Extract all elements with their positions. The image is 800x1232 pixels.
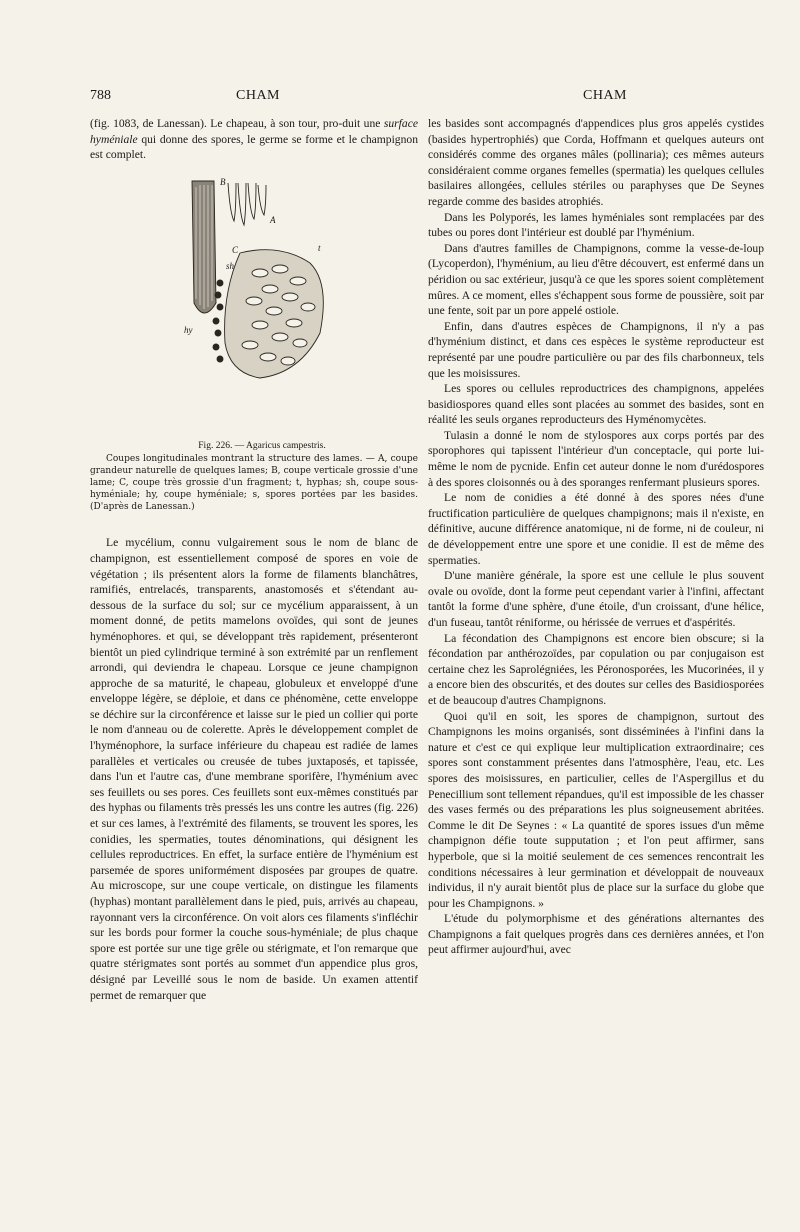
- right-paragraph-5: Les spores ou cellules reproductrices des champignons, appelées basidiospores quand elles sont placées au sommet des basides, sont en réalité les seuls organes reproducteurs des Hyménomycètes.: [428, 382, 764, 427]
- figure-label-sh: sh: [226, 260, 235, 271]
- figure-label-hy: hy: [184, 324, 193, 335]
- right-paragraph-3: Dans d'autres familles de Champignons, comme la vesse-de-loup (Lycoperdon), l'hyménium, au lieu d'être découvert, est enfermé dans un péridion ou sac extérieur, jusqu'à ce que les spores soient complètement mûres. A ce moment, elles s'échappent sous forme de poussière, soit par une fente, soit par un pore appelé ostiole.: [428, 241, 764, 318]
- figure-label-a: A: [270, 214, 276, 225]
- right-paragraph-1: les basides sont accompagnés d'appendices plus gros appelés cystides (basides hypertrophiés) que Corda, Hoffmann et quelques auteurs ont considérés comme des organes mâles (pollinaria); ces mêmes auteurs considéraient comme organes femelles (spermatia) les quelques cellules basilaires allongées, cellules stériles ou paraphyses que De Seynes regarde comme des basides atrophiés.: [428, 117, 764, 208]
- figure-label-c: C: [232, 244, 239, 255]
- right-column: [428, 116, 764, 958]
- figure-label-b: B: [220, 176, 226, 187]
- right-paragraph-8: D'une manière générale, la spore est une cellule le plus souvent ovale ou ovoïde, dont la forme peut cependant varier à l'infini, affectant tantôt la forme d'une sphère, d'une étoile, d'un croissant, d'une hélice, d'un fuseau, tantôt réniforme, ou hérissée de verrues et d'aspérités.: [428, 569, 764, 629]
- right-paragraph-4: Enfin, dans d'autres espèces de Champignons, il n'y a pas d'hyménium distinct, et dans ces espèces le système reproducteur est représenté par une poudre particulière ou par des fils charbonneux, tels que les moisissures.: [428, 319, 764, 380]
- right-paragraph-2: Dans les Polyporés, les lames hyméniales sont remplacées par des tubes ou pores dont l'intérieur est doublé par l'hyménium.: [428, 210, 764, 240]
- figure-226: [90, 169, 418, 439]
- right-paragraph-7: Le nom de conidies a été donné à des spores nées d'une fructification particulière de quelques champignons; mais il n'existe, en définitive, aucune différence anatomique, ni de forme, ni de couleur, ni de développement entre une spore et une conidie. Il est de même des spermaties.: [428, 491, 764, 567]
- running-head-right: CHAM: [583, 88, 628, 103]
- right-paragraph-6: Tulasin a donné le nom de stylospores aux corps portés par des sporophores qui tapissent l'intérieur d'un conceptacle, qui porte lui-même le nom de pycnide. Enfin cet auteur donne le nom d'urédospores à des spores cloisonnés ou à des sporanges renfermant plusieurs spores.: [428, 428, 764, 489]
- page-header: [0, 88, 800, 108]
- figure-legend: Coupes longitudinales montrant la structure des lames. — A, coupe grandeur naturelle de quelques lames; B, coupe verticale grossie d'une lame; C, coupe très grossie d'un fragment; t, hyphas; sh, coupe sous-hyméniale; hy, coupe hyméniale; s, spores portées par les basides. (D'après de Lanessan.): [90, 454, 418, 512]
- intro-paragraph: (fig. 1083, de Lanessan). Le chapeau, à son tour, pro-duit une surface hyméniale qui donne des spores, le germe se forme et le champignon est complet.: [90, 117, 418, 162]
- left-column: [90, 116, 418, 1003]
- right-paragraph-10: Quoi qu'il en soit, les spores de champignon, surtout des Champignons les moins organisés, sont disséminées à l'infini dans la nature et c'est ce qui explique leur multiplication extraordinaire; ces spores sont constamment présentes dans l'atmosphère, l'eau, etc. Les spores des moisissures, en particulier, celles de l'Aspergillus et du Penecillium sont tellement répandues, qu'il est impossible de les chasser des vases fermés ou des préparations les plus soigneusement abritées. Comme le dit De Seynes : « La quantité de spores issues d'un même champignon défie toute supputation ; et l'on peut affirmer, sans hyperbole, que si la moitié seulement de ces semences rencontrait les conditions nécessaires à leur germination et développait de nouveaux individus, il n'y aurait bientôt plus de place sur la surface du globe que pour les Champignons. »: [428, 709, 764, 910]
- figure-label-t: t: [318, 242, 321, 253]
- running-head-left: CHAM: [236, 88, 281, 103]
- mushroom-gill-section-illustration: [170, 173, 340, 385]
- page-number: 788: [90, 88, 111, 103]
- right-paragraph-11: L'étude du polymorphisme et des générations alternantes des Champignons a fait quelques progrès dans ces dernières années, et l'on peut affirmer aujourd'hui, avec: [428, 912, 764, 957]
- mycelium-paragraph: Le mycélium, connu vulgairement sous le nom de blanc de champignon, est essentiellement composé de spores en voie de végétation ; ils présentent alors la forme de filaments blanchâtres, ramifiés, entrelacés, transparents, anastomosés et s'étendant au-dessous de la surface du sol; sur ce mycélium apparaissent, à un moment donné, de petits mamelons ovoïdes, qui sont de jeunes hyménophores. et qui, se développant très rapidement, présenteront bientôt un pied cylindrique terminé à son extrémité par un renflement arrondi, qui deviendra le chapeau. Lorsque ce jeune champignon approche de sa maturité, le chapeau, globuleux et enveloppé d'une enveloppe légère, se déploie, et dans ce phénomène, cette enveloppe se déchire sur la circonférence et laisse sur le pied un collier qui porte le nom d'anneau ou de colerette. Après le développement complet de l'hyménophore, la surface inférieure du chapeau est radiée de lames parallèles et verticales ou creusée de tubes juxtaposés, et tapissée, dans l'un et l'autre cas, d'une membrane sporifère, l'hyménium avec ses feuillets ou ses pores. Ces feuillets sont eux-mêmes constitués par des hyphas ou filaments très pressés les uns contre les autres (fig. 226) et sur ces lames, à l'extrémité des filaments, se trouvent les spores, les conidies, les spermaties, toutes dénominations, qui désignent les cellules reproductrices. En effet, la surface entière de l'hyménium est parsemée de spores uniformément disposées par groupes de quatre. Au microscope, sur une coupe verticale, on distingue les filaments (hyphas) montant parallèlement dans le pied, puis, arrivés au chapeau, rayonnant vers la circonférence. On voit alors ces filaments s'infléchir sur les bords pour former la couche sous-hyméniale; de plus chaque spore est portée sur une tige grêle ou stérigmate, et l'on remarque que quatre stérigmates sont portés au sommet d'un appendice plus gros, désigné par Leveillé sous le nom de baside. Un examen attentif permet de remarquer que: [90, 536, 418, 1002]
- right-paragraph-9: La fécondation des Champignons est encore bien obscure; si la fécondation par anthérozoïdes, par copulation ou par conjugaison est certaine chez les Saprolégniées, les Péronosporées, les Mucorinées, il y a encore bien des obscurités, et des doutes sur celles des Basidiosporées et de beaucoup d'autres Champignons.: [428, 631, 764, 707]
- figure-caption: Fig. 226. — Agaricus campestris.: [198, 440, 326, 451]
